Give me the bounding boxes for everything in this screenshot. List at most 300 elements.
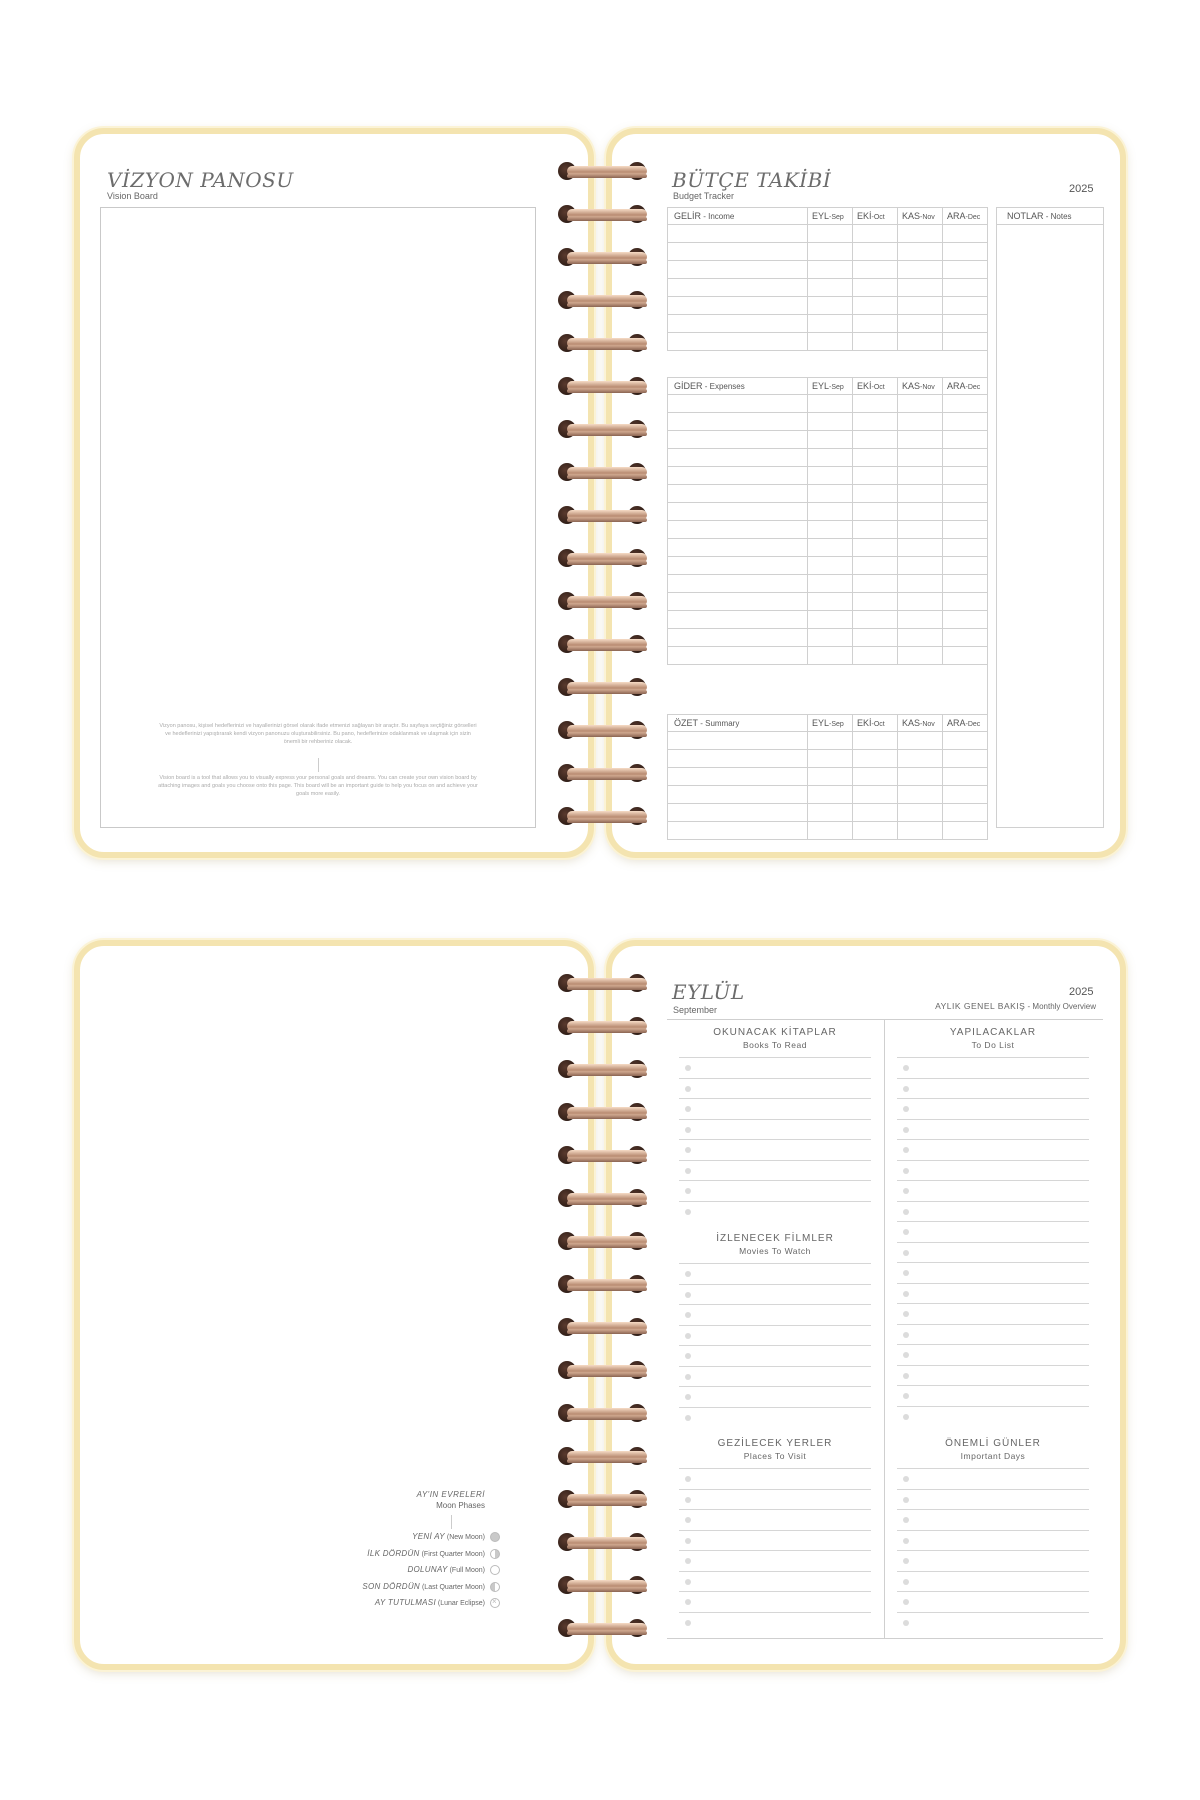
binding-ring — [558, 1144, 658, 1166]
table-cell[interactable] — [853, 521, 898, 539]
table-cell[interactable] — [898, 611, 943, 629]
table-cell[interactable] — [808, 575, 853, 593]
list-line[interactable] — [897, 1180, 1089, 1181]
list-line[interactable] — [897, 1530, 1089, 1531]
moon-phase-name: AY TUTULMASI — [374, 1598, 436, 1607]
section-subtitle-movies: Movies To Watch — [739, 1246, 811, 1256]
list-line[interactable] — [679, 1160, 871, 1161]
table-cell[interactable] — [668, 225, 808, 243]
table-cell[interactable] — [898, 593, 943, 611]
table-cell[interactable] — [808, 786, 853, 804]
table-row — [668, 503, 988, 521]
table-row — [668, 449, 988, 467]
bullet-dot — [685, 1127, 691, 1133]
table-cell[interactable] — [853, 297, 898, 315]
table-cell[interactable] — [898, 786, 943, 804]
list-line[interactable] — [679, 1366, 871, 1367]
table-cell[interactable] — [853, 786, 898, 804]
table-row — [668, 467, 988, 485]
moon-phases-legend — [300, 1490, 485, 1620]
table-cell[interactable] — [943, 279, 988, 297]
vision-subtitle: Vision Board — [107, 191, 158, 201]
list-line[interactable] — [679, 1468, 871, 1469]
bullet-dot — [685, 1147, 691, 1153]
table-cell[interactable] — [943, 521, 988, 539]
table-cell[interactable] — [808, 449, 853, 467]
list-line[interactable] — [897, 1221, 1089, 1222]
table-cell[interactable] — [943, 804, 988, 822]
moon-phase-english: (Lunar Eclipse) — [437, 1600, 485, 1607]
table-cell[interactable] — [668, 521, 808, 539]
bullet-dot — [903, 1209, 909, 1215]
list-line[interactable] — [897, 1385, 1089, 1386]
table-row — [668, 822, 988, 840]
section-subtitle-days: Important Days — [960, 1451, 1026, 1461]
binding-ring — [558, 1015, 658, 1037]
table-cell[interactable] — [898, 557, 943, 575]
table-cell[interactable] — [808, 225, 853, 243]
table-cell[interactable] — [898, 822, 943, 840]
moon-phase-name: SON DÖRDÜN — [362, 1581, 421, 1591]
table-cell[interactable] — [808, 395, 853, 413]
table-row — [668, 629, 988, 647]
month-header: KAS-Nov — [898, 378, 943, 395]
bullet-dot — [685, 1517, 691, 1523]
table-row — [668, 431, 988, 449]
binding-ring — [558, 461, 658, 483]
list-line[interactable] — [679, 1386, 871, 1387]
month-header: ARA-Dec — [943, 715, 988, 732]
binding-ring — [558, 1531, 658, 1553]
table-cell[interactable] — [853, 804, 898, 822]
table-header-row — [668, 208, 988, 225]
table-cell[interactable] — [808, 629, 853, 647]
overview-column-divider — [884, 1019, 885, 1639]
list-line[interactable] — [897, 1057, 1089, 1058]
list-line[interactable] — [897, 1571, 1089, 1572]
moon-phase-english: (Last Quarter Moon) — [421, 1583, 485, 1591]
table-cell[interactable] — [808, 413, 853, 431]
list-line[interactable] — [897, 1119, 1089, 1120]
section-title-movies: İZLENECEK FİLMLER — [716, 1233, 834, 1244]
table-cell[interactable] — [943, 557, 988, 575]
table-cell[interactable] — [898, 521, 943, 539]
table-cell[interactable] — [943, 503, 988, 521]
binding-ring — [558, 1488, 658, 1510]
table-cell[interactable] — [943, 431, 988, 449]
list-line[interactable] — [679, 1530, 871, 1531]
table-cell[interactable] — [808, 521, 853, 539]
table-cell[interactable] — [668, 786, 808, 804]
table-cell[interactable] — [898, 485, 943, 503]
table-cell[interactable] — [898, 431, 943, 449]
list-line[interactable] — [897, 1283, 1089, 1284]
table-cell[interactable] — [808, 822, 853, 840]
table-cell[interactable] — [668, 593, 808, 611]
binding-ring — [558, 762, 658, 784]
table-cell[interactable] — [808, 611, 853, 629]
list-line[interactable] — [897, 1468, 1089, 1469]
bullet-dot — [903, 1517, 909, 1523]
list-line[interactable] — [897, 1242, 1089, 1243]
binding-ring — [558, 1230, 658, 1252]
table-cell[interactable] — [853, 732, 898, 750]
table-cell[interactable] — [808, 647, 853, 665]
moon-title: AY'IN EVRELERİ — [416, 1490, 485, 1499]
list-line[interactable] — [897, 1365, 1089, 1366]
table-cell[interactable] — [853, 557, 898, 575]
table-cell[interactable] — [943, 261, 988, 279]
table-cell[interactable] — [668, 449, 808, 467]
bullet-dot — [685, 1620, 691, 1626]
table-cell[interactable] — [853, 629, 898, 647]
table-cell[interactable] — [668, 297, 808, 315]
bullet-dot — [903, 1147, 909, 1153]
moon-phase-row — [362, 1582, 485, 1591]
list-line[interactable] — [679, 1325, 871, 1326]
vision-divider — [318, 758, 319, 772]
table-cell[interactable] — [898, 750, 943, 768]
vision-text-tr: Vizyon panosu, kişisel hedeflerinizi ve hayallerinizi görsel olarak ifade etmenizi sağlayan bir araçtır. Bu sayfaya seçtiğiniz görselleri ve hedeflerinizi yapıştırarak kendi vizyon panonuzu oluşturabilirsiniz. Bu pano, hedeflerinize odaklanmak ve ulaşmak için sizin önemli bir rehberiniz olacak. — [159, 723, 477, 745]
table-row — [668, 413, 988, 431]
month-title: EYLÜL — [672, 980, 745, 1004]
bullet-dot — [903, 1168, 909, 1174]
table-cell[interactable] — [668, 557, 808, 575]
table-row — [668, 557, 988, 575]
list-line[interactable] — [897, 1098, 1089, 1099]
table-cell[interactable] — [898, 333, 943, 351]
binding-ring — [558, 972, 658, 994]
bullet-dot — [685, 1394, 691, 1400]
table-cell[interactable] — [668, 333, 808, 351]
table-row — [668, 485, 988, 503]
table-cell[interactable] — [808, 732, 853, 750]
table-cell[interactable] — [668, 503, 808, 521]
list-line[interactable] — [897, 1160, 1089, 1161]
moon-phase-english: (Full Moon) — [449, 1567, 485, 1574]
table-cell[interactable] — [853, 333, 898, 351]
list-line[interactable] — [679, 1284, 871, 1285]
table-cell[interactable] — [808, 333, 853, 351]
table-cell[interactable] — [898, 768, 943, 786]
binding-ring — [558, 504, 658, 526]
table-cell[interactable] — [668, 822, 808, 840]
bullet-dot — [685, 1086, 691, 1092]
table-cell[interactable] — [943, 539, 988, 557]
bullet-dot — [903, 1579, 909, 1585]
table-cell[interactable] — [943, 750, 988, 768]
bullet-dot — [903, 1538, 909, 1544]
table-cell[interactable] — [668, 539, 808, 557]
bullet-dot — [903, 1620, 909, 1626]
table-cell[interactable] — [898, 243, 943, 261]
table-cell[interactable] — [668, 575, 808, 593]
table-cell[interactable] — [943, 575, 988, 593]
table-cell[interactable] — [943, 611, 988, 629]
list-line[interactable] — [897, 1139, 1089, 1140]
vision-title: VİZYON PANOSU — [107, 168, 294, 192]
table-cell[interactable] — [808, 593, 853, 611]
bullet-dot — [685, 1599, 691, 1605]
moon-phase-row — [407, 1565, 485, 1574]
binding-ring — [558, 1058, 658, 1080]
moon-phase-icon — [490, 1565, 500, 1575]
month-header: KAS-Nov — [898, 208, 943, 225]
table-cell[interactable] — [808, 539, 853, 557]
list-line[interactable] — [897, 1612, 1089, 1613]
binding-ring — [558, 547, 658, 569]
list-line[interactable] — [679, 1571, 871, 1572]
table-cell[interactable] — [668, 315, 808, 333]
notes-label-tr: NOTLAR — [1007, 211, 1044, 221]
moon-phase-row — [367, 1549, 485, 1558]
table-cell[interactable] — [898, 261, 943, 279]
table-cell[interactable] — [853, 431, 898, 449]
table-cell[interactable] — [943, 485, 988, 503]
table-cell[interactable] — [943, 449, 988, 467]
list-line[interactable] — [679, 1509, 871, 1510]
bullet-dot — [685, 1374, 691, 1380]
table-cell[interactable] — [668, 750, 808, 768]
table-cell[interactable] — [808, 750, 853, 768]
list-line[interactable] — [897, 1078, 1089, 1079]
list-line[interactable] — [897, 1324, 1089, 1325]
bullet-dot — [685, 1106, 691, 1112]
list-line[interactable] — [897, 1591, 1089, 1592]
binding-ring — [558, 1316, 658, 1338]
table-cell[interactable] — [808, 467, 853, 485]
table-cell[interactable] — [898, 449, 943, 467]
binding-ring — [558, 1445, 658, 1467]
table-cell[interactable] — [943, 225, 988, 243]
list-line[interactable] — [679, 1407, 871, 1408]
section-subtitle-todo: To Do List — [971, 1040, 1015, 1050]
month-header: EKİ-Oct — [853, 715, 898, 732]
table-cell[interactable] — [668, 413, 808, 431]
list-line[interactable] — [679, 1057, 871, 1058]
table-cell[interactable] — [808, 297, 853, 315]
list-line[interactable] — [679, 1180, 871, 1181]
table-cell[interactable] — [668, 261, 808, 279]
table-cell[interactable] — [898, 279, 943, 297]
list-line[interactable] — [897, 1303, 1089, 1304]
bullet-dot — [903, 1065, 909, 1071]
table-cell[interactable] — [853, 503, 898, 521]
table-cell[interactable] — [898, 503, 943, 521]
list-line[interactable] — [679, 1304, 871, 1305]
moon-phase-icon — [490, 1532, 500, 1542]
section-subtitle-books: Books To Read — [743, 1040, 807, 1050]
table-cell[interactable] — [668, 611, 808, 629]
table-row — [668, 225, 988, 243]
table-cell[interactable] — [853, 768, 898, 786]
table-row — [668, 261, 988, 279]
table-cell[interactable] — [898, 539, 943, 557]
table-cell[interactable] — [853, 225, 898, 243]
list-line[interactable] — [679, 1098, 871, 1099]
table-cell[interactable] — [898, 315, 943, 333]
table-cell[interactable] — [898, 297, 943, 315]
table-cell[interactable] — [808, 261, 853, 279]
table-cell[interactable] — [943, 786, 988, 804]
spiral-binding — [560, 160, 604, 840]
table-cell[interactable] — [943, 297, 988, 315]
list-line[interactable] — [679, 1078, 871, 1079]
binding-ring — [558, 1574, 658, 1596]
bullet-dot — [903, 1188, 909, 1194]
list-line[interactable] — [897, 1262, 1089, 1263]
table-cell[interactable] — [943, 732, 988, 750]
table-cell[interactable] — [668, 629, 808, 647]
list-line[interactable] — [679, 1201, 871, 1202]
table-cell[interactable] — [853, 261, 898, 279]
table-cell[interactable] — [853, 413, 898, 431]
bullet-dot — [903, 1106, 909, 1112]
spiral-binding — [560, 972, 604, 1652]
table-cell[interactable] — [853, 279, 898, 297]
bullet-dot — [685, 1497, 691, 1503]
table-cell[interactable] — [943, 315, 988, 333]
table-cell[interactable] — [943, 243, 988, 261]
list-line[interactable] — [897, 1344, 1089, 1345]
table-cell[interactable] — [943, 413, 988, 431]
table-cell[interactable] — [808, 557, 853, 575]
list-line[interactable] — [679, 1550, 871, 1551]
table-cell[interactable] — [668, 732, 808, 750]
table-cell[interactable] — [853, 593, 898, 611]
table-cell[interactable] — [808, 503, 853, 521]
bullet-dot — [903, 1250, 909, 1256]
table-cell[interactable] — [853, 243, 898, 261]
table-cell[interactable] — [668, 279, 808, 297]
binding-ring — [558, 1359, 658, 1381]
table-cell[interactable] — [898, 629, 943, 647]
table-cell[interactable] — [668, 647, 808, 665]
binding-ring — [558, 1101, 658, 1123]
list-line[interactable] — [679, 1612, 871, 1613]
list-line[interactable] — [897, 1550, 1089, 1551]
table-cell[interactable] — [808, 315, 853, 333]
binding-ring — [558, 289, 658, 311]
month-header: ARA-Dec — [943, 208, 988, 225]
bullet-dot — [903, 1497, 909, 1503]
bullet-dot — [685, 1538, 691, 1544]
month-header: EKİ-Oct — [853, 208, 898, 225]
month-header: ARA-Dec — [943, 378, 988, 395]
table-cell[interactable] — [808, 243, 853, 261]
list-line[interactable] — [679, 1591, 871, 1592]
table-cell[interactable] — [808, 485, 853, 503]
table-cell[interactable] — [853, 449, 898, 467]
table-cell[interactable] — [943, 593, 988, 611]
table-cell[interactable] — [853, 467, 898, 485]
table-cell[interactable] — [898, 732, 943, 750]
table-cell[interactable] — [943, 467, 988, 485]
list-line[interactable] — [897, 1201, 1089, 1202]
budget-year: 2025 — [1069, 183, 1094, 195]
list-line[interactable] — [897, 1406, 1089, 1407]
table-cell[interactable] — [853, 822, 898, 840]
table-cell[interactable] — [808, 279, 853, 297]
bullet-dot — [685, 1271, 691, 1277]
table-cell[interactable] — [853, 395, 898, 413]
list-line[interactable] — [679, 1345, 871, 1346]
overview-frame — [667, 1019, 1103, 1639]
bullet-dot — [903, 1311, 909, 1317]
table-cell[interactable] — [853, 611, 898, 629]
table-header-row — [668, 378, 988, 395]
binding-ring — [558, 203, 658, 225]
month-header: EYL-Sep — [808, 208, 853, 225]
summary-table — [667, 714, 988, 840]
table-cell[interactable] — [668, 485, 808, 503]
list-line[interactable] — [679, 1119, 871, 1120]
table-cell[interactable] — [668, 431, 808, 449]
moon-icons — [490, 1532, 504, 1622]
table-cell[interactable] — [898, 804, 943, 822]
table-row — [668, 315, 988, 333]
table-row — [668, 243, 988, 261]
table-cell[interactable] — [898, 575, 943, 593]
list-line[interactable] — [897, 1489, 1089, 1490]
moon-phase-name: DOLUNAY — [407, 1565, 448, 1574]
moon-phase-english: (New Moon) — [446, 1534, 485, 1541]
table-cell[interactable] — [668, 243, 808, 261]
budget-title: BÜTÇE TAKİBİ — [672, 168, 832, 192]
table-cell[interactable] — [943, 647, 988, 665]
table-cell[interactable] — [943, 768, 988, 786]
moon-phase-icon — [490, 1582, 500, 1592]
month-subtitle: September — [673, 1005, 718, 1015]
table-cell[interactable] — [943, 333, 988, 351]
table-cell[interactable] — [898, 647, 943, 665]
table-cell[interactable] — [898, 467, 943, 485]
bullet-dot — [903, 1373, 909, 1379]
table-cell[interactable] — [808, 768, 853, 786]
table-cell[interactable] — [808, 804, 853, 822]
table-row — [668, 611, 988, 629]
table-cell[interactable] — [853, 647, 898, 665]
list-line[interactable] — [679, 1139, 871, 1140]
list-line[interactable] — [679, 1263, 871, 1264]
table-cell[interactable] — [668, 395, 808, 413]
table-cell[interactable] — [808, 431, 853, 449]
list-line[interactable] — [679, 1489, 871, 1490]
table-cell[interactable] — [853, 315, 898, 333]
bullet-dot — [685, 1558, 691, 1564]
table-cell[interactable] — [898, 225, 943, 243]
table-cell[interactable] — [853, 750, 898, 768]
binding-ring — [558, 676, 658, 698]
table-cell[interactable] — [898, 395, 943, 413]
table-cell[interactable] — [943, 822, 988, 840]
table-cell[interactable] — [898, 413, 943, 431]
table-cell[interactable] — [853, 485, 898, 503]
table-cell[interactable] — [943, 629, 988, 647]
table-header-row — [668, 715, 988, 732]
table-cell[interactable] — [668, 768, 808, 786]
overview-label-en: - Monthly Overview — [1025, 1002, 1096, 1011]
table-cell[interactable] — [668, 467, 808, 485]
table-cell[interactable] — [853, 539, 898, 557]
table-cell[interactable] — [943, 395, 988, 413]
bullet-dot — [685, 1065, 691, 1071]
table-cell[interactable] — [668, 804, 808, 822]
list-line[interactable] — [897, 1509, 1089, 1510]
moon-phase-icon — [490, 1549, 500, 1559]
table-row — [668, 297, 988, 315]
table-cell[interactable] — [853, 575, 898, 593]
